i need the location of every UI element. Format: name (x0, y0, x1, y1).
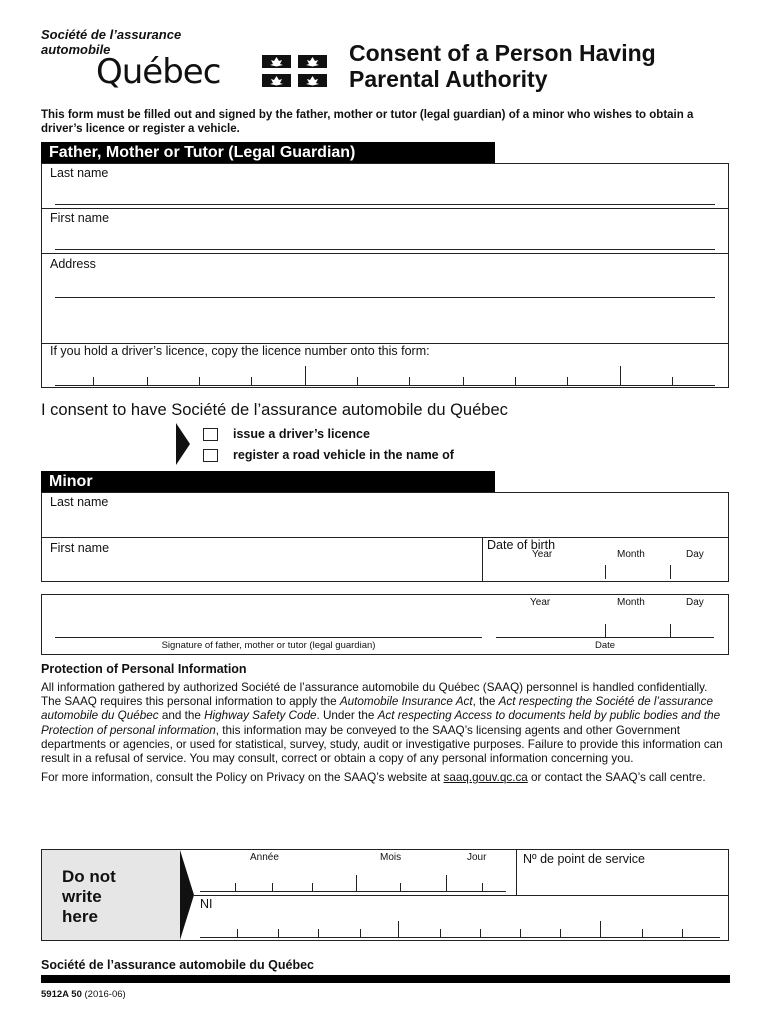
tick (409, 377, 410, 385)
office-year-label: Année (250, 852, 279, 863)
service-point-label: Nº de point de service (523, 852, 645, 866)
tick (357, 377, 358, 385)
signature-date-line[interactable] (496, 637, 714, 638)
minor-first-name-label: First name (50, 541, 110, 555)
tick (251, 377, 252, 385)
privacy-paragraph: All information gathered by authorized Société de l’assurance automobile du Québec (SAAQ) personnel is handled confidentially. The SAAQ requires this personal information to apply the Automobile Insurance Act, the Act respecting the Société de l’assurance automobile du Québec and the Highway Safety Code. Under the Act respecting Access to documents held by public bodies and the Protection of personal information, this information may be conveyed to the SAAQ’s licensing agents and other Government departments or agencies, or used for statistical, survey, study, audit or investigative purposes. Failure to provide this information can result in a refusal of service. You may consult, correct or obtain a copy of any personal information concerning you. (41, 681, 723, 766)
tick (93, 377, 94, 385)
divider (42, 208, 728, 209)
quebec-wordmark: Québec (96, 52, 221, 92)
guardian-last-name-field[interactable] (55, 204, 715, 205)
form-title (349, 40, 656, 92)
footer-org-name: Société de l’assurance automobile du Québec (41, 958, 314, 972)
tick (520, 929, 521, 937)
tick (672, 377, 673, 385)
form-version-date: (2016-06) (84, 989, 126, 1000)
office-month-label: Mois (380, 852, 402, 863)
privacy-heading: Protection of Personal Information (41, 662, 247, 676)
tick (642, 929, 643, 937)
minor-last-name-label: Last name (50, 495, 109, 509)
arrow-right-icon (176, 423, 190, 465)
tick-major (600, 921, 601, 937)
consent-statement: I consent to have Société de l’assurance automobile du Québec (41, 401, 508, 419)
privacy-contact-paragraph: For more information, consult the Policy on Privacy on the SAAQ’s website at saaq.gouv.qc.ca or contact the SAAQ’s call centre. (41, 771, 706, 785)
org-name-line2: automobile (41, 42, 111, 57)
guardian-address-label: Address (50, 257, 96, 271)
divider (482, 537, 483, 581)
tick-major (398, 921, 399, 937)
privacy-text (41, 681, 730, 785)
signature-date-day-label: Day (686, 597, 704, 608)
org-name-line1: Société de l’assurance (41, 27, 182, 42)
minor-section-heading: Minor (41, 471, 495, 493)
divider (516, 850, 517, 895)
office-date-line (200, 891, 506, 892)
arrow-right-icon (180, 850, 194, 940)
tick (463, 377, 464, 385)
divider (42, 253, 728, 254)
guardian-first-name-field[interactable] (55, 249, 715, 250)
form-title-line2: Parental Authority (349, 66, 548, 92)
signature-date-label: Date (594, 640, 616, 651)
tick (567, 377, 568, 385)
minor-dob-label: Date of birth (487, 538, 556, 552)
licence-number-field[interactable] (55, 366, 715, 386)
tick (318, 929, 319, 937)
divider (194, 895, 728, 896)
tick (670, 624, 671, 637)
minor-last-name-field[interactable] (50, 512, 720, 534)
tick (360, 929, 361, 937)
tick (682, 929, 683, 937)
signature-date-year-label: Year (530, 597, 551, 608)
guardian-first-name-label: First name (50, 211, 110, 225)
guardian-section-heading: Father, Mother or Tutor (Legal Guardian) (41, 142, 495, 164)
tick (237, 929, 238, 937)
tick (482, 883, 483, 891)
minor-dob-year-label: Year (532, 549, 553, 560)
tick-major (356, 875, 357, 891)
ni-line (200, 937, 720, 938)
licence-number-label: If you hold a driver’s licence, copy the licence number onto this form: (50, 344, 430, 358)
issue-licence-label: issue a driver’s licence (233, 427, 370, 441)
tick (272, 883, 273, 891)
guardian-address-field[interactable] (55, 297, 715, 298)
tick (235, 883, 236, 891)
tick (199, 377, 200, 385)
saaq-website-link[interactable]: saaq.gouv.qc.ca (443, 771, 528, 785)
tick (515, 377, 516, 385)
quebec-flag-icon (262, 55, 327, 87)
minor-dob-month-label: Month (617, 549, 645, 560)
minor-dob-field[interactable] (490, 560, 725, 580)
footer-rule (41, 975, 730, 983)
ni-label: NI (200, 897, 213, 911)
tick (147, 377, 148, 385)
signature-line[interactable] (55, 637, 482, 638)
minor-dob-day-label: Day (686, 549, 704, 560)
do-not-write-label: Do not write here (62, 867, 116, 926)
tick (312, 883, 313, 891)
tick (440, 929, 441, 937)
signature-label: Signature of father, mother or tutor (legal guardian) (161, 640, 376, 651)
tick (560, 929, 561, 937)
office-day-label: Jour (467, 852, 487, 863)
divider (42, 537, 728, 538)
tick (480, 929, 481, 937)
intro-text: This form must be filled out and signed by the father, mother or tutor (legal guardian) of a minor who wishes to obtain a driver’s licence or register a vehicle. (41, 109, 694, 135)
register-vehicle-checkbox[interactable] (203, 449, 218, 462)
tick (400, 883, 401, 891)
register-vehicle-label: register a road vehicle in the name of (233, 448, 454, 462)
tick (278, 929, 279, 937)
tick-major (305, 366, 306, 385)
issue-licence-checkbox[interactable] (203, 428, 218, 441)
minor-first-name-field[interactable] (50, 558, 475, 578)
form-number: 5912A 50 (41, 989, 82, 1000)
form-title-line1: Consent of a Person Having (349, 40, 656, 66)
guardian-last-name-label: Last name (50, 166, 109, 180)
tick-major (446, 875, 447, 891)
tick (605, 624, 606, 637)
form-code (41, 989, 126, 1000)
signature-date-month-label: Month (617, 597, 645, 608)
tick-major (620, 366, 621, 385)
licence-number-baseline (55, 385, 715, 386)
